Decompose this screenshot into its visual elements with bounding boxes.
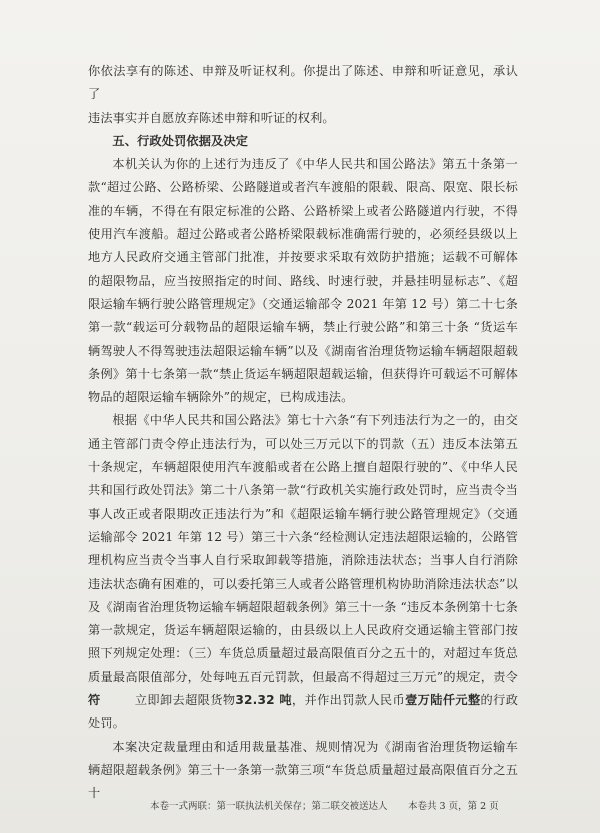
- decision-text: 根据《中华人民共和国公路法》第七十六条“有下列违法行为之一的，由交通主管部门责令停止违法行为，可以处三万元以下的罚款（五）违反本法第五十条规定，车辆超限使用汽车渡船或者在公路上擅自超限行驶的”、《中华人民共和国行政处罚法》第二十八条第一款“行政机关实施行政处罚时，应当责令当事人改正或者限期改正违法行为”和《超限运输车辆行驶公路管理规定》（交通运输部令 2021 年第 12 号）第三十六条“经检测认定违法超限运输的，公路管理机构应当责令当事人自行采取卸载等措施，消除违法状态；当事人自行消除违法状态确有困难的，可以委托第三人或者公路管理机构协助消除违法状态”以及《湖南省治理货物运输车辆超限超载条例》第三十一条 “违反本条例第十七条第一款规定，货运车辆超限运输的，由县级以上人民政府交通运输主管部门按照下列规定处理：（三）车货总质量超过最高限值百分之五十的，对超过车货总质量最高限值部分，处每吨五百元罚款，但最高不得超过三万元”的规定，责令: [88, 413, 518, 684]
- paragraph-discretion: 本案决定裁量理由和适用裁量基准、规则情况为《湖南省治理货物运输车辆超限超载条例》第三十一条第一款第三项“车货总质量超过最高限值百分之五十: [88, 739, 518, 801]
- document-body: [88, 60, 518, 806]
- fine-amount: 壹万陆仟元整: [405, 693, 481, 708]
- party-name: 符: [88, 693, 101, 708]
- section-heading: 五、行政处罚依据及决定: [112, 133, 249, 148]
- decision-fine-text: ，并作出罚款人民币: [291, 693, 406, 708]
- footer-page-number: 本卷共 3 页，第 2 页: [408, 801, 499, 812]
- footer-copies-note: 本卷一式两联：第一联执法机关保存；第二联交被送达人: [150, 801, 388, 812]
- overload-weight: 32.32 吨: [235, 693, 292, 708]
- paragraph-decision: [88, 409, 518, 735]
- decision-end: 的行政处罚。: [88, 693, 519, 731]
- paragraph-violation: 本机关认为你的上述行为违反了《中华人民共和国公路法》第五十条第一款“超过公路、公路桥梁、公路隧道或者汽车渡船的限载、限高、限宽、限长标准的车辆，不得在有限定标准的公路、公路桥梁上或者公路隧道内行驶，不得使用汽车渡船。超过公路或者公路桥梁限载标准确需行驶的，必须经县级以上地方人民政府交通主管部门批准，并按要求采取有效防护措施；运载不可解体的超限物品，应当按照指定的时间、路线、时速行驶，并悬挂明显标志”、《超限运输车辆行驶公路管理规定》（交通运输部令 2021 年第 12 号）第二十七条第一款“载运可分载物品的超限运输车辆，禁止行驶公路”和第三十条 “货运车辆驾驶人不得驾驶违法超限运输车辆”以及《湖南省治理货物运输车辆超限超载条例》第十七条第一款“禁止货运车辆超限超载运输，但获得许可载运不可解体物品的超限运输车辆除外”的规定，已构成违法。: [88, 157, 518, 405]
- decision-unload: 立即卸去超限货物: [134, 693, 236, 708]
- intro-line-2: 违法事实并自愿放弃陈述申辩和听证的权利。: [88, 110, 335, 125]
- intro-line-1: 你依法享有的陈述、申辩及听证权利。你提出了陈述、申辩和听证意见，承认了: [88, 64, 518, 102]
